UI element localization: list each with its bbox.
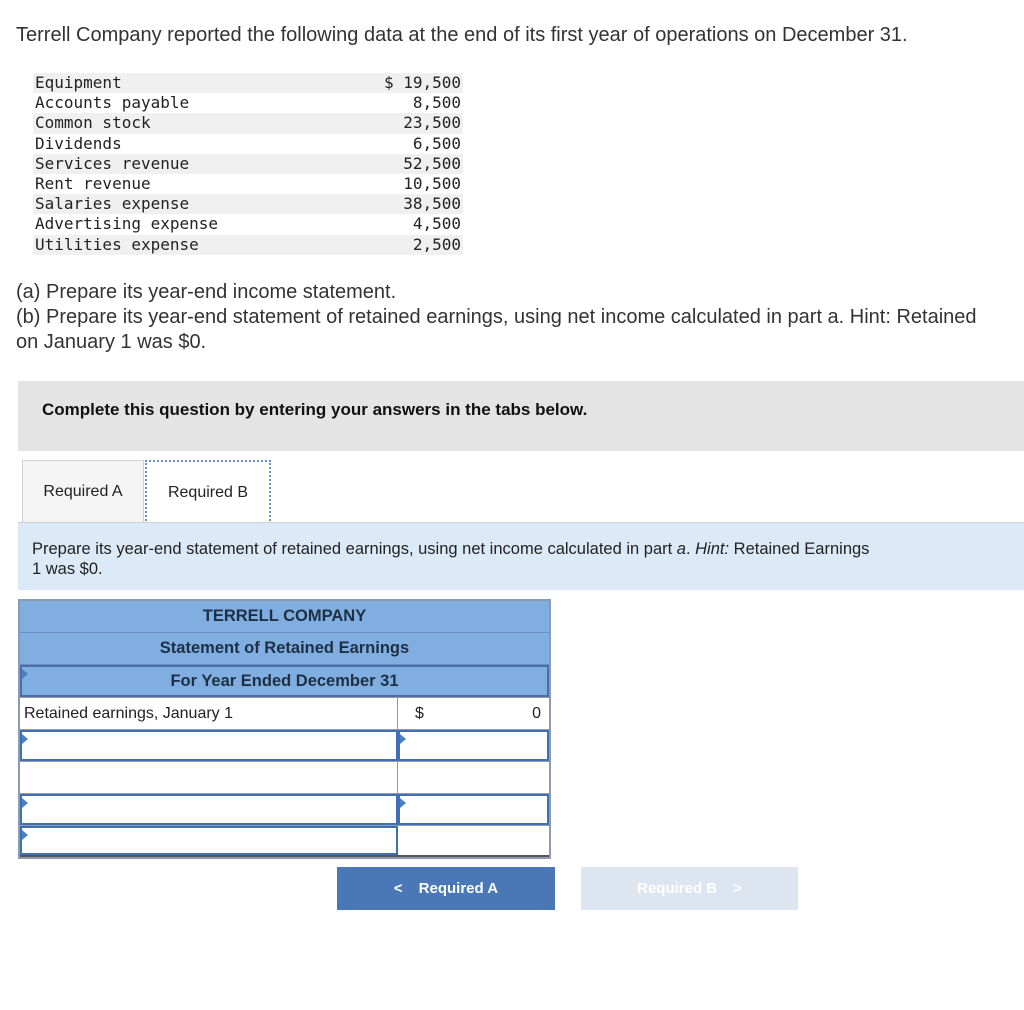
row-label: Retained earnings, January 1 <box>20 698 398 729</box>
banner-text: Complete this question by entering your answers in the tabs below. <box>42 400 588 419</box>
instruction-b-line1: (b) Prepare its year-end statement of retained earnings, using net income calculated in part a. Hint: Retained <box>16 306 977 328</box>
currency-symbol: $ <box>415 704 424 722</box>
item-amount: 10,500 <box>403 174 461 194</box>
prompt-part: 1 was $0. <box>32 560 103 578</box>
table-row <box>33 134 463 154</box>
item-label: Dividends <box>35 133 122 153</box>
item-amount: 23,500 <box>329 113 463 133</box>
item-amount: 38,500 <box>329 194 463 214</box>
input-marker <box>22 669 28 679</box>
instructions <box>16 280 977 355</box>
row-amount <box>398 698 549 729</box>
item-label: Services revenue <box>33 154 329 174</box>
item-amount: 8,500 <box>412 93 461 113</box>
prompt-part: a <box>676 540 686 558</box>
label-input[interactable] <box>20 826 398 855</box>
prompt-part: . <box>685 540 696 558</box>
amount-value: 0 <box>532 704 541 722</box>
prev-label: Required A <box>418 880 499 897</box>
label-input[interactable] <box>20 794 398 825</box>
intro-text: Terrell Company reported the following data at the end of its first year of operations on December 31. <box>16 24 908 46</box>
amount-cell <box>398 762 549 793</box>
given-data-table <box>33 73 463 255</box>
question-prompt <box>18 523 1024 590</box>
instruction-b-line2: on January 1 was $0. <box>16 331 207 353</box>
table-row <box>20 697 549 729</box>
label-input[interactable] <box>20 730 398 761</box>
item-label: Common stock <box>33 113 329 133</box>
chevron-right-icon: > <box>733 880 742 897</box>
previous-required-a-button[interactable] <box>337 867 555 910</box>
table-row <box>20 825 549 857</box>
next-label: Required B <box>637 880 718 897</box>
item-label: Rent revenue <box>35 174 151 194</box>
table-row <box>33 93 463 113</box>
retained-earnings-statement <box>18 599 551 859</box>
input-marker <box>22 798 28 808</box>
table-row <box>20 761 549 793</box>
item-label: Accounts payable <box>35 93 190 113</box>
item-amount: 4,500 <box>412 214 461 234</box>
item-amount: 2,500 <box>329 235 463 255</box>
input-marker <box>400 734 406 744</box>
chevron-left-icon: < <box>393 880 403 897</box>
item-label: Salaries expense <box>33 194 329 214</box>
statement-company: TERRELL COMPANY <box>20 601 549 633</box>
prompt-part: Retained Earnings <box>729 540 870 558</box>
item-label: Equipment <box>33 73 329 93</box>
table-row <box>33 73 463 93</box>
amount-input[interactable] <box>398 826 549 855</box>
prompt-hint: Hint: <box>695 540 730 558</box>
input-marker <box>22 734 28 744</box>
tab-required-b[interactable]: Required B <box>145 460 271 524</box>
input-marker <box>22 830 28 840</box>
statement-period-input[interactable] <box>20 665 549 697</box>
statement-period: For Year Ended December 31 <box>170 671 399 690</box>
table-row <box>33 174 463 194</box>
table-row <box>33 235 463 255</box>
table-row <box>20 793 549 825</box>
table-row <box>33 113 463 133</box>
amount-input[interactable] <box>398 794 549 825</box>
statement-title: Statement of Retained Earnings <box>20 633 549 665</box>
amount-input[interactable] <box>398 730 549 761</box>
table-row <box>33 154 463 174</box>
next-required-b-button[interactable] <box>581 867 798 910</box>
label-cell <box>20 762 398 793</box>
instruction-banner <box>18 381 1024 451</box>
prompt-text <box>32 539 869 579</box>
item-amount: 52,500 <box>329 154 463 174</box>
table-row <box>20 729 549 761</box>
item-label: Advertising expense <box>35 214 219 234</box>
table-row <box>33 194 463 214</box>
table-row <box>33 214 463 234</box>
prompt-part: Prepare its year-end statement of retained earnings, using net income calculated in part <box>32 540 677 558</box>
item-label: Utilities expense <box>33 235 329 255</box>
input-marker <box>400 798 406 808</box>
item-amount: $ 19,500 <box>329 73 463 93</box>
item-amount: 6,500 <box>412 133 461 153</box>
instruction-a: (a) Prepare its year-end income statement. <box>16 281 397 303</box>
tab-required-a[interactable]: Required A <box>22 460 144 522</box>
